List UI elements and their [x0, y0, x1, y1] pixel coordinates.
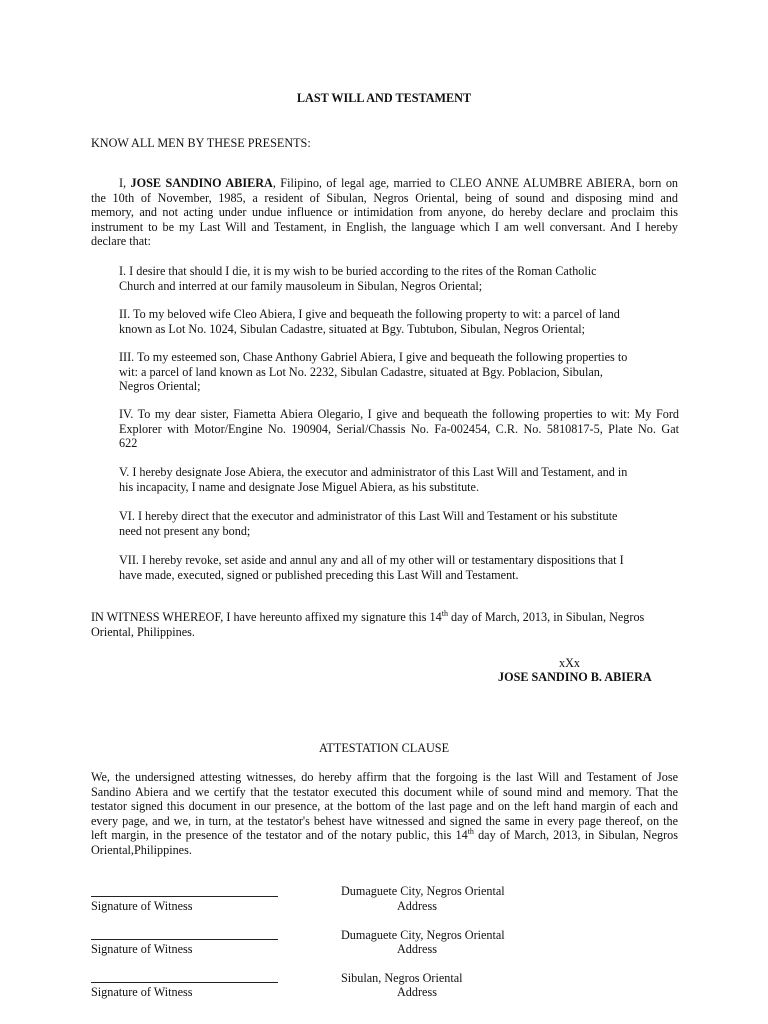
intro-line-5: declare that:	[91, 234, 151, 249]
testator-signature-name: JOSE SANDINO B. ABIERA	[498, 670, 652, 684]
clause-iv: IV. To my dear sister, Fiametta Abiera Olegario, I give and bequeath the following properties to wit: My Ford Explorer with Motor/Engine No. 190904, Serial/Chassis No. Fa-002454, C.R. No. 5810817-5, Plate No. Gat 622	[119, 407, 679, 451]
signature-mark: xXx	[559, 656, 580, 670]
witness-address-label: Address	[397, 985, 437, 999]
witness-address-city: Sibulan, Negros Oriental	[341, 971, 463, 985]
clause-vii: VII. I hereby revoke, set aside and annul any and all of my other will or testamentary dispositions that I have made, executed, signed or published preceding this Last Will and Testament.	[119, 553, 624, 582]
intro-line-3: memory, and not acting under undue influence or intimidation from anyone, do hereby declare and proclaim this	[91, 205, 678, 220]
clause-v: V. I hereby designate Jose Abiera, the executor and administrator of this Last Will and Testament, and in his incapacity, I name and designate Jose Miguel Abiera, as his substitute.	[119, 465, 628, 494]
witness-address-label: Address	[397, 942, 437, 956]
clause-i: I. I desire that should I die, it is my wish to be buried according to the rites of the Roman Catholic Church and interred at our family mausoleum in Sibulan, Negros Oriental;	[119, 264, 597, 293]
intro-line-2: the 10th of November, 1985, a resident of Sibulan, Negros Oriental, being of sound and disposing mind and	[91, 190, 678, 205]
witness-whereof-paragraph: IN WITNESS WHEREOF, I have hereunto affixed my signature this 14th day of March, 2013, in Sibulan, Negros Oriental, Philippines.	[91, 608, 645, 639]
witness-signature-label: Signature of Witness	[91, 985, 193, 999]
witness-signature-label: Signature of Witness	[91, 942, 193, 956]
witness-address-label: Address	[397, 899, 437, 913]
intro-paragraph	[91, 176, 678, 249]
document-title: LAST WILL AND TESTAMENT	[296, 91, 472, 105]
intro-line-1: I, JOSE SANDINO ABIERA, Filipino, of legal age, married to CLEO ANNE ALUMBRE ABIERA, born on	[119, 176, 679, 190]
testator-name: JOSE SANDINO ABIERA	[130, 176, 273, 190]
witness-address-city: Dumaguete City, Negros Oriental	[341, 884, 505, 898]
attestation-title: ATTESTATION CLAUSE	[318, 741, 450, 755]
clause-iii: III. To my esteemed son, Chase Anthony Gabriel Abiera, I give and bequeath the following properties to wit: a parcel of land known as Lot No. 2232, Sibulan Cadastre, situated at Bgy. Poblacion, Sibulan, Negros Oriental;	[119, 350, 628, 394]
witness-address-city: Dumaguete City, Negros Oriental	[341, 928, 505, 942]
clause-ii: II. To my beloved wife Cleo Abiera, I give and bequeath the following property to wit: a parcel of land known as Lot No. 1024, Sibulan Cadastre, situated at Bgy. Tubtubon, Sibulan, Negros Oriental;	[119, 307, 620, 336]
witness-signature-label: Signature of Witness	[91, 899, 193, 913]
witness-signature-line	[91, 939, 278, 940]
clause-vi: VI. I hereby direct that the executor and administrator of this Last Will and Testament or his substitute need not present any bond;	[119, 509, 618, 538]
opening-line: KNOW ALL MEN BY THESE PRESENTS:	[91, 136, 311, 150]
attestation-paragraph: We, the undersigned attesting witnesses, do hereby affirm that the forgoing is the last Will and Testament of Jose Sandino Abiera and we certify that the testator executed this document while of sound mind and memory. That the testator signed this document in our presence, at the bottom of the last page and on the left hand margin of each and every page, and we, in turn, at the testator's behest have witnessed and signed the same in every page thereof, on the left margin, in the presence of the testator and of the notary public, this 14th day of March, 2013, in Sibulan, Negros Oriental,Philippines.	[91, 770, 678, 857]
witness-signature-line	[91, 896, 278, 897]
intro-line-4: instrument to be my Last Will and Testament, in English, the language which I am well conversant. And I hereby	[91, 219, 678, 234]
witness-signature-line	[91, 982, 278, 983]
